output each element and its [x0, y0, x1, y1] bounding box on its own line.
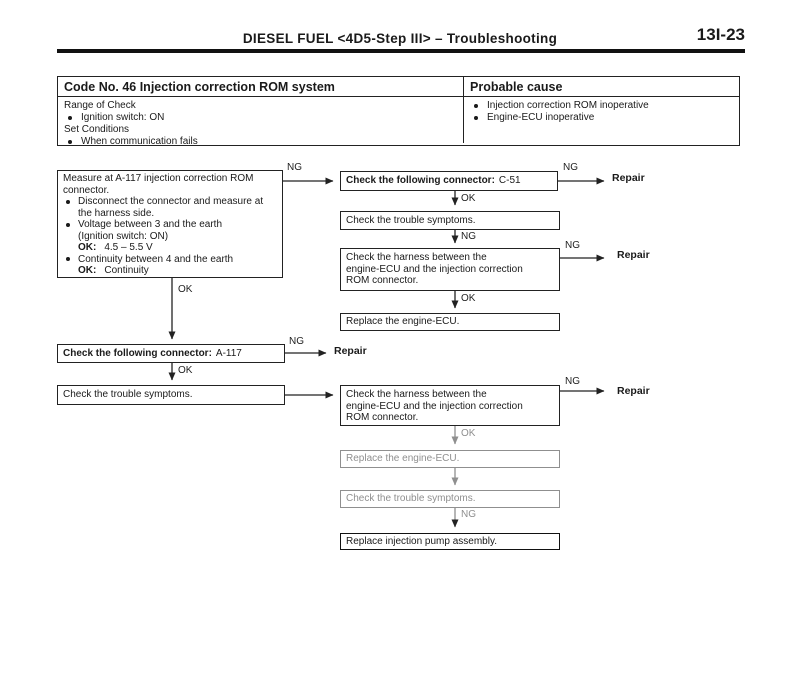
ok-spec-line — [78, 265, 233, 277]
edge-label-ng: NG — [289, 336, 304, 347]
box-label: Replace the engine-ECU. — [346, 453, 460, 465]
ok-label: OK: — [78, 242, 97, 253]
bullet-line: the harness side. — [78, 207, 155, 219]
flow-box-replace-ecu-2 — [340, 450, 560, 468]
flow-box-check-connector-a117 — [57, 344, 285, 363]
box-label: Replace the engine-ECU. — [346, 316, 460, 328]
set-conditions-label: Set Conditions — [64, 124, 130, 135]
table-cell-causes — [464, 97, 739, 143]
edge-label-ng: NG — [287, 162, 302, 173]
bullet-icon — [68, 116, 72, 120]
repair-label: Repair — [612, 172, 645, 184]
measure-bullet-text — [78, 219, 222, 254]
cause-item — [470, 100, 733, 112]
ok-value: Continuity — [104, 265, 149, 276]
measure-bullet-text — [78, 196, 263, 219]
box-line: engine-ECU and the injection correction — [346, 400, 523, 412]
header-rule — [57, 49, 745, 53]
edge-label-ok: OK — [178, 284, 193, 295]
bullet-icon — [66, 257, 70, 261]
bullet-icon — [66, 200, 70, 204]
box-label: Check the trouble symptoms. — [63, 389, 193, 401]
set-item-text: When communication fails — [81, 136, 198, 147]
page-title: DIESEL FUEL <4D5-Step III> – Troubleshooting — [242, 31, 558, 46]
measure-bullet-text — [78, 254, 233, 277]
box-label: Check the trouble symptoms. — [346, 493, 476, 505]
range-item — [64, 112, 457, 124]
range-of-check-label: Range of Check — [64, 100, 136, 111]
box-line: ROM connector. — [346, 412, 419, 423]
edge-label-ng: NG — [461, 231, 476, 242]
box-line: Check the harness between the — [346, 252, 487, 263]
flow-box-measure-a117 — [57, 170, 283, 278]
edge-label-ok: OK — [461, 193, 476, 204]
flow-box-replace-pump — [340, 533, 560, 550]
flow-box-check-connector-c51 — [340, 171, 558, 191]
bullet-icon — [66, 223, 70, 227]
bullet-line: (Ignition switch: ON) — [78, 230, 169, 242]
flow-box-check-harness-2 — [340, 385, 560, 426]
table-header-row — [58, 77, 739, 97]
bullet-icon — [474, 104, 478, 108]
cause-item-text: Engine-ECU inoperative — [487, 112, 595, 123]
measure-bullet — [63, 196, 277, 219]
table-body-row — [58, 97, 739, 147]
table-cell-conditions — [58, 97, 464, 147]
bullet-line: Disconnect the connector and measure at — [78, 196, 264, 207]
measure-bullet — [63, 219, 277, 254]
edge-label-ok: OK — [461, 293, 476, 304]
measure-intro-line: Measure at A-117 injection correction ROM — [63, 173, 254, 184]
flow-box-check-trouble-3 — [340, 490, 560, 508]
repair-label: Repair — [617, 385, 650, 397]
edge-label-ng: NG — [563, 162, 578, 173]
ok-label: OK: — [78, 265, 97, 276]
edge-label-ok: OK — [461, 428, 476, 439]
table-header-cause: Probable cause — [470, 79, 563, 94]
measure-intro-line: connector. — [63, 184, 110, 196]
table-header-code: Code No. 46 Injection correction ROM system — [58, 77, 464, 96]
cause-item-text: Injection correction ROM inoperative — [487, 100, 649, 111]
box-label-bold: Check the following connector: — [63, 347, 212, 359]
bullet-line: Continuity between 4 and the earth — [78, 253, 234, 265]
box-line: engine-ECU and the injection correction — [346, 263, 523, 275]
repair-label: Repair — [334, 345, 367, 357]
edge-label-ng: NG — [461, 509, 476, 520]
range-item-text: Ignition switch: ON — [81, 112, 165, 123]
page-number: 13I-23 — [696, 25, 745, 44]
edge-label-ok: OK — [178, 365, 193, 376]
set-item — [64, 136, 457, 148]
edge-label-ng: NG — [565, 240, 580, 251]
measure-bullet — [63, 254, 277, 277]
ok-spec-line — [78, 242, 222, 254]
edge-label-ng: NG — [565, 376, 580, 387]
flow-box-check-harness-1 — [340, 248, 560, 291]
cause-item — [470, 112, 733, 124]
repair-label: Repair — [617, 249, 650, 261]
box-label: Check the trouble symptoms. — [346, 214, 476, 226]
flow-box-check-trouble-2 — [57, 385, 285, 405]
box-line: ROM connector. — [346, 275, 419, 286]
code-table — [57, 76, 740, 146]
flow-box-replace-ecu-1 — [340, 313, 560, 331]
flow-box-check-trouble-1 — [340, 211, 560, 230]
box-label: Replace injection pump assembly. — [346, 535, 498, 547]
connector-id: A-117 — [215, 347, 242, 359]
box-label-bold: Check the following connector: — [346, 175, 495, 187]
bullet-line: Voltage between 3 and the earth — [78, 219, 223, 230]
bullet-icon — [474, 116, 478, 120]
box-line: Check the harness between the — [346, 389, 487, 400]
ok-value: 4.5 – 5.5 V — [104, 242, 153, 253]
connector-id: C-51 — [498, 175, 521, 187]
bullet-icon — [68, 140, 72, 144]
